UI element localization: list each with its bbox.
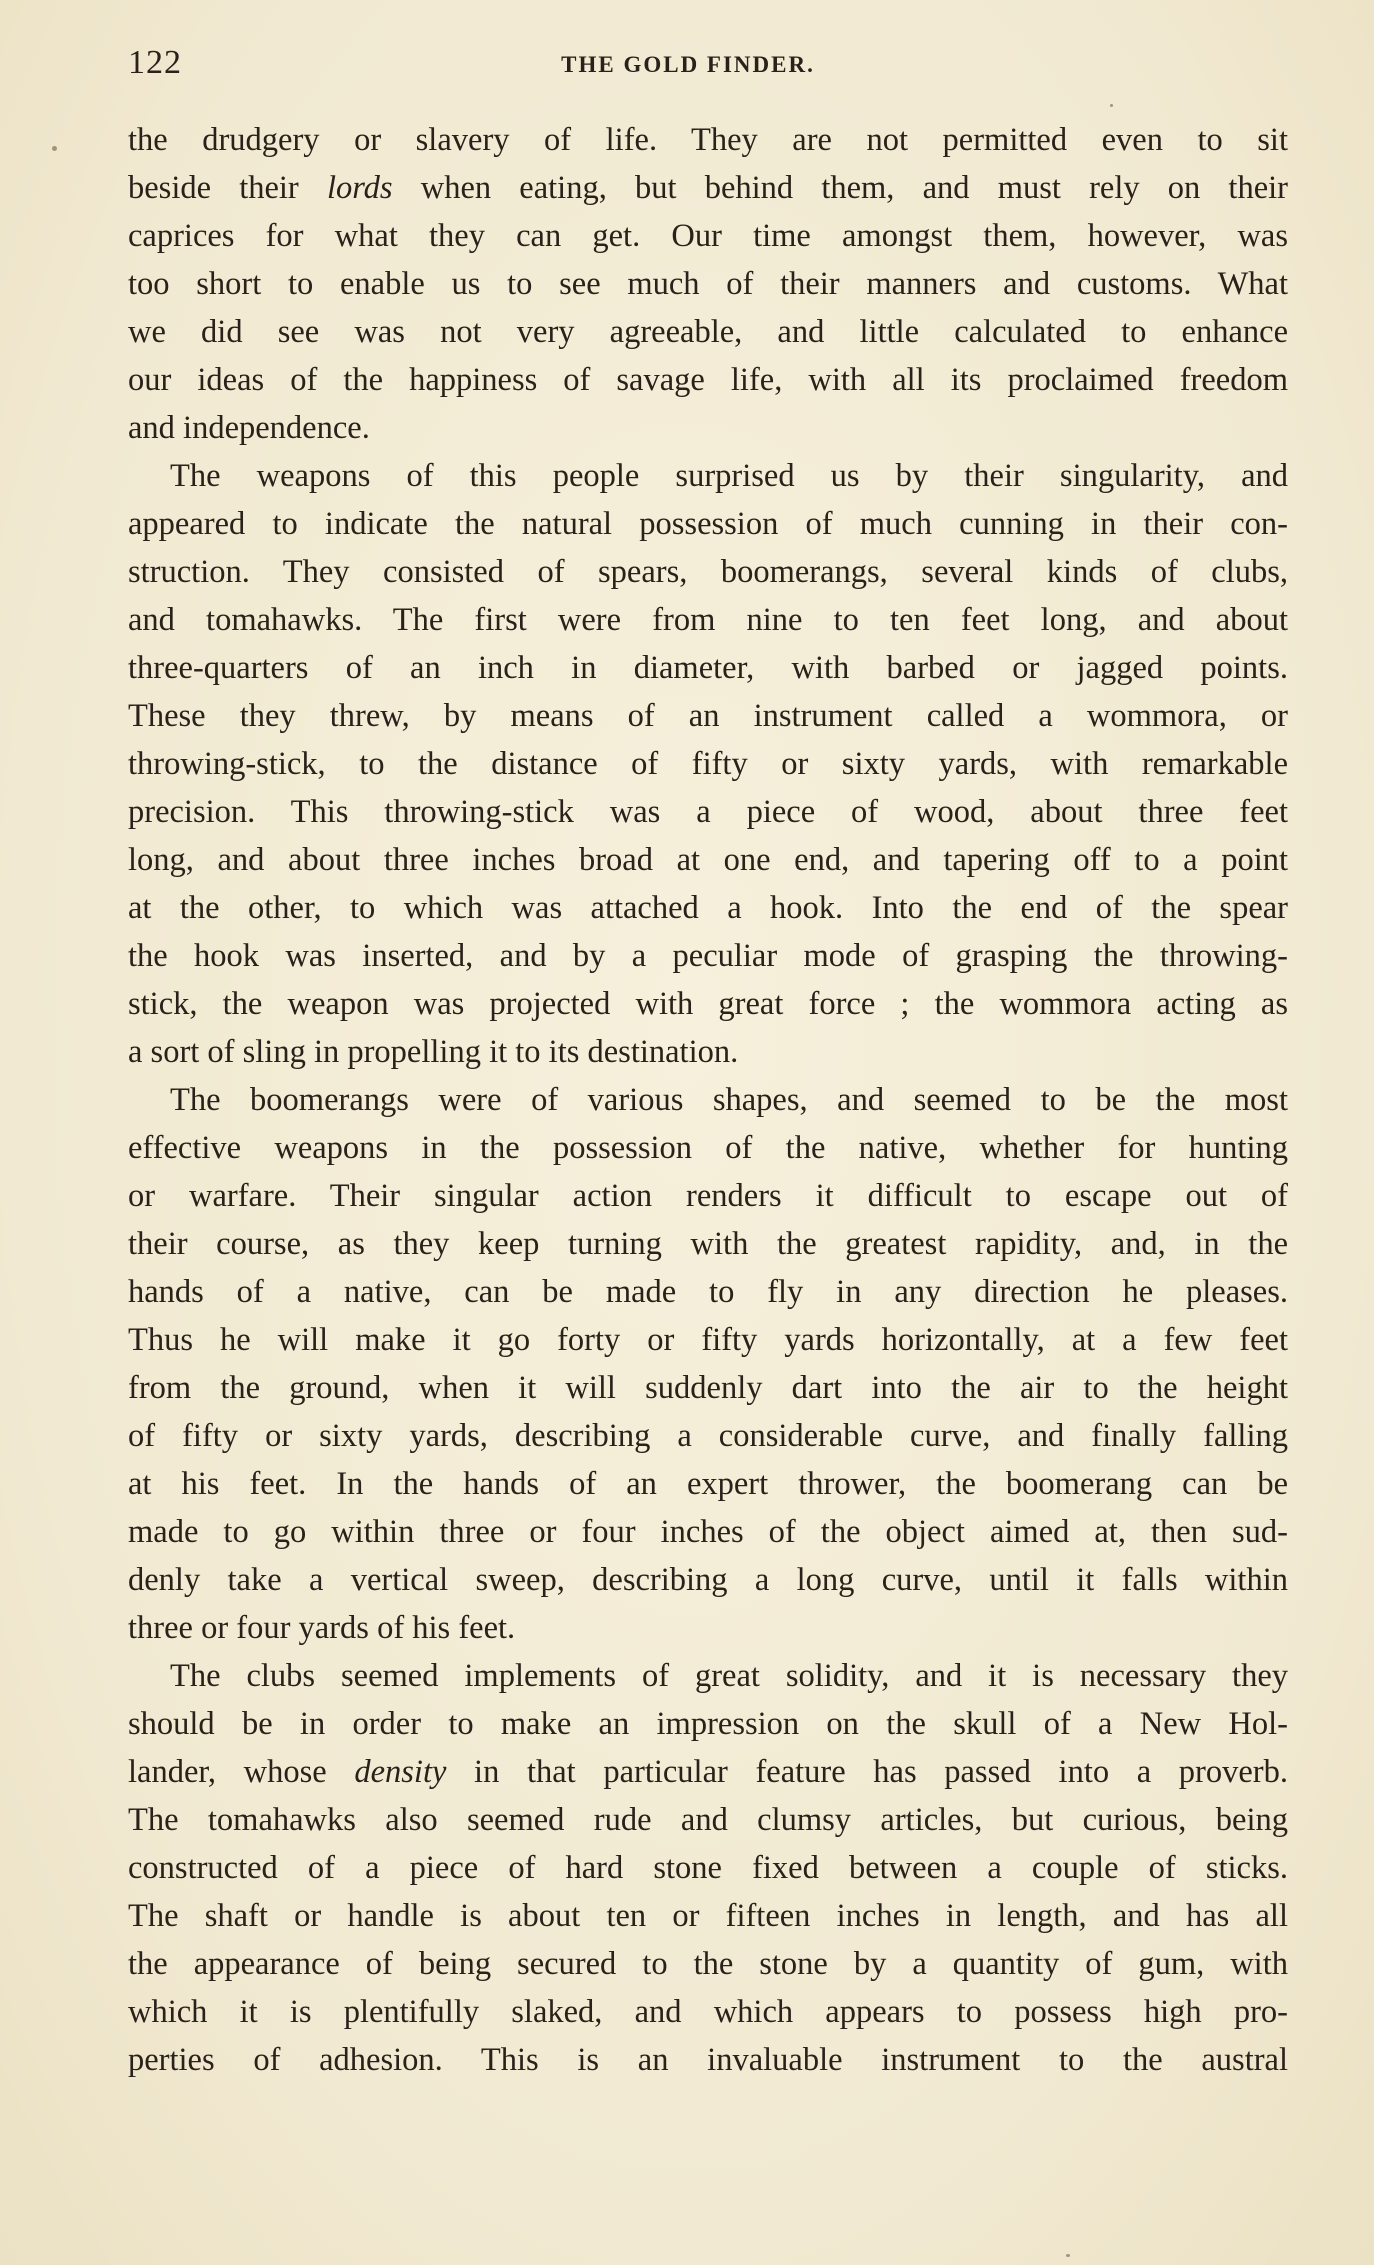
text-line: we did see was not very agreeable, and little calculated to enhance: [128, 314, 1288, 350]
text-line: The weapons of this people surprised us by their singularity, and: [170, 458, 1288, 494]
text-segment: when eating, but behind them, and must rely on their: [392, 170, 1288, 206]
text-line: which it is plentifully slaked, and which appears to possess high pro-: [128, 1994, 1288, 2030]
text-line: and tomahawks. The first were from nine to ten feet long, and about: [128, 602, 1288, 638]
text-segment: in that particular feature has passed into a proverb.: [446, 1754, 1288, 1790]
italic-word: density: [354, 1754, 447, 1790]
italic-word: lords: [326, 170, 393, 206]
ink-speck: [1066, 2254, 1070, 2257]
text-line: should be in order to make an impression on the skull of a New Hol-: [128, 1706, 1288, 1742]
text-line: [128, 1748, 1288, 1796]
text-line: The shaft or handle is about ten or fifteen inches in length, and has all: [128, 1898, 1288, 1934]
text-line: The boomerangs were of various shapes, and seemed to be the most: [170, 1082, 1288, 1118]
text-line: from the ground, when it will suddenly dart into the air to the height: [128, 1370, 1288, 1406]
text-line: the drudgery or slavery of life. They are not permitted even to sit: [128, 122, 1288, 158]
text-line: appeared to indicate the natural possession of much cunning in their con-: [128, 506, 1288, 542]
text-line: our ideas of the happiness of savage life, with all its proclaimed freedom: [128, 362, 1288, 398]
text-line: Thus he will make it go forty or fifty yards horizontally, at a few feet: [128, 1322, 1288, 1358]
text-line: The clubs seemed implements of great solidity, and it is necessary they: [170, 1658, 1288, 1694]
text-line: their course, as they keep turning with the greatest rapidity, and, in the: [128, 1226, 1288, 1262]
text-line: constructed of a piece of hard stone fixed between a couple of sticks.: [128, 1850, 1288, 1886]
text-line: These they threw, by means of an instrument called a wommora, or: [128, 698, 1288, 734]
running-title: THE GOLD FINDER.: [561, 52, 815, 77]
text-line: a sort of sling in propelling it to its destination.: [128, 1034, 739, 1070]
text-line: three or four yards of his feet.: [128, 1610, 516, 1646]
text-line: the appearance of being secured to the stone by a quantity of gum, with: [128, 1946, 1288, 1982]
text-line: of fifty or sixty yards, describing a considerable curve, and finally falling: [128, 1418, 1288, 1454]
text-line: the hook was inserted, and by a peculiar mode of grasping the throwing-: [128, 938, 1288, 974]
text-line: and independence.: [128, 410, 370, 446]
ink-speck: [52, 146, 57, 151]
text-line: effective weapons in the possession of the native, whether for hunting: [128, 1130, 1288, 1166]
body-text: [128, 116, 1288, 2084]
ink-speck: [1110, 104, 1113, 107]
text-line: at his feet. In the hands of an expert thrower, the boomerang can be: [128, 1466, 1288, 1502]
text-line: struction. They consisted of spears, boomerangs, several kinds of clubs,: [128, 554, 1288, 590]
text-line: perties of adhesion. This is an invaluable instrument to the austral: [128, 2042, 1288, 2078]
text-line: [128, 164, 1288, 212]
text-segment: lander, whose: [128, 1754, 355, 1790]
text-line: too short to enable us to see much of their manners and customs. What: [128, 266, 1288, 302]
text-line: three-quarters of an inch in diameter, with barbed or jagged points.: [128, 650, 1288, 686]
text-line: throwing-stick, to the distance of fifty or sixty yards, with remarkable: [128, 746, 1288, 782]
text-line: hands of a native, can be made to fly in any direction he pleases.: [128, 1274, 1288, 1310]
text-line: made to go within three or four inches of the object aimed at, then sud-: [128, 1514, 1288, 1550]
text-segment: beside their: [128, 170, 327, 206]
text-line: precision. This throwing-stick was a piece of wood, about three feet: [128, 794, 1288, 830]
text-line: long, and about three inches broad at one end, and tapering off to a point: [128, 842, 1288, 878]
text-line: or warfare. Their singular action renders it difficult to escape out of: [128, 1178, 1288, 1214]
text-line: The tomahawks also seemed rude and clumsy articles, but curious, being: [128, 1802, 1288, 1838]
text-line: caprices for what they can get. Our time amongst them, however, was: [128, 218, 1288, 254]
text-line: at the other, to which was attached a hook. Into the end of the spear: [128, 890, 1288, 926]
text-line: denly take a vertical sweep, describing a long curve, until it falls within: [128, 1562, 1288, 1598]
page-header: [128, 44, 1288, 94]
page-number: 122: [128, 44, 182, 81]
text-line: stick, the weapon was projected with great force ; the wommora acting as: [128, 986, 1288, 1022]
